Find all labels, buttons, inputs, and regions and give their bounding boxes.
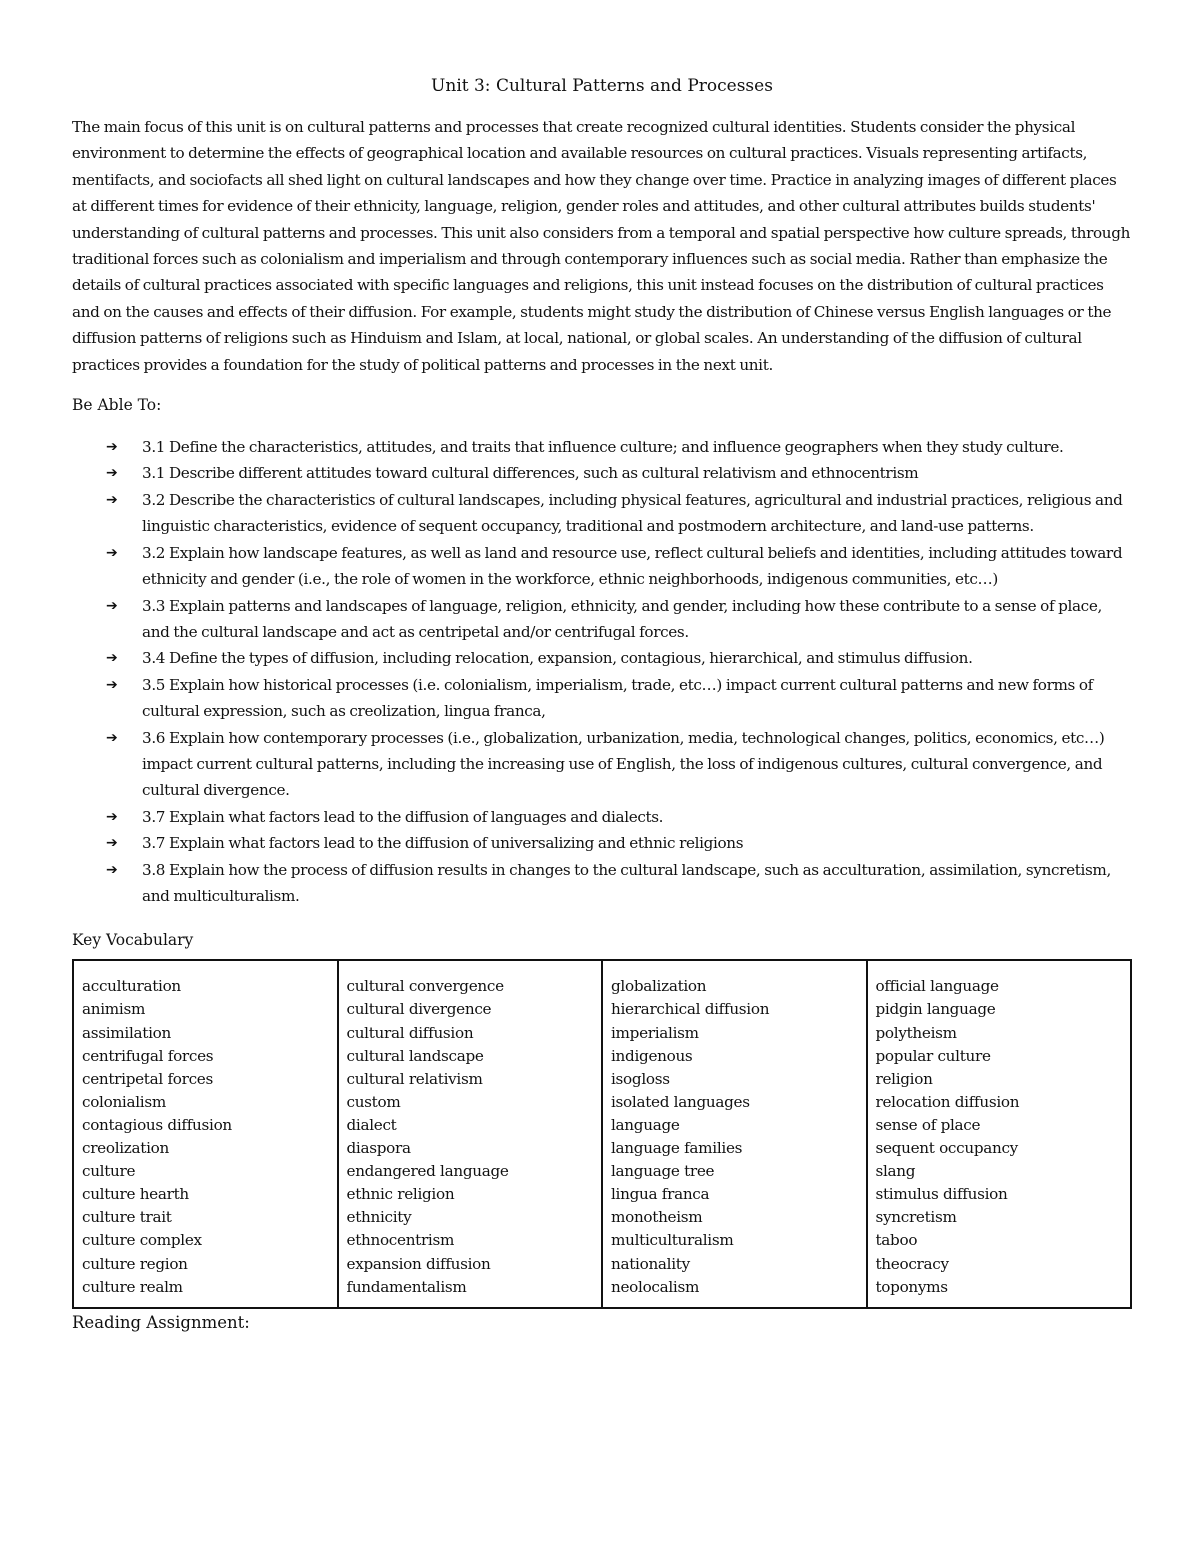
vocabulary-term: sense of place — [875, 1115, 981, 1134]
objective-text: 3.7 Explain what factors lead to the diffusion of languages and dialects. — [142, 807, 664, 826]
vocabulary-term: hierarchical diffusion — [611, 1000, 770, 1019]
objective-item — [72, 830, 1132, 856]
vocabulary-column-2 — [338, 960, 603, 1307]
vocabulary-term: imperialism — [611, 1023, 699, 1042]
reading-assignment-heading: Reading Assignment: — [72, 1312, 250, 1332]
vocabulary-term: dialect — [346, 1115, 397, 1134]
vocabulary-term: ethnicity — [346, 1208, 412, 1227]
vocabulary-term: lingua franca — [611, 1185, 710, 1204]
vocabulary-term: assimilation — [82, 1023, 171, 1042]
vocabulary-term: ethnocentrism — [346, 1231, 455, 1250]
right-arrow-icon: ➔ — [106, 729, 118, 746]
vocabulary-column-1 — [73, 960, 338, 1307]
be-able-to-heading: Be Able To: — [72, 396, 162, 415]
right-arrow-icon: ➔ — [106, 808, 118, 825]
objective-text: 3.6 Explain how contemporary processes (i.e., globalization, urbanization, media, technological changes, politics, economics, etc…) impact current cultural patterns, including the increasing use of English, the loss of indigenous cultures, cultural convergence, and cultural divergence. — [142, 728, 1105, 800]
vocabulary-term: culture complex — [82, 1231, 202, 1250]
objective-text: 3.8 Explain how the process of diffusion results in changes to the cultural landscape, such as acculturation, assimilation, syncretism, and multiculturalism. — [142, 860, 1111, 905]
key-vocabulary-heading: Key Vocabulary — [72, 931, 194, 950]
vocabulary-term: animism — [82, 1000, 146, 1019]
objectives-list — [72, 434, 1132, 909]
objective-text: 3.1 Define the characteristics, attitudes, and traits that influence culture; and influence geographers when they study culture. — [142, 438, 1064, 457]
objective-text: 3.3 Explain patterns and landscapes of language, religion, ethnicity, and gender, including how these contribute to a sense of place, and the cultural landscape and act as centripetal and/or centrifugal forces. — [142, 596, 1102, 641]
objective-text: 3.4 Define the types of diffusion, including relocation, expansion, contagious, hierarchical, and stimulus diffusion. — [142, 649, 973, 668]
vocabulary-term: official language — [875, 977, 999, 996]
vocabulary-term: polytheism — [875, 1023, 957, 1042]
right-arrow-icon: ➔ — [106, 597, 118, 614]
vocabulary-term: religion — [875, 1069, 933, 1088]
vocabulary-column-4 — [867, 960, 1132, 1307]
vocabulary-term: contagious diffusion — [82, 1115, 232, 1134]
vocabulary-term: neolocalism — [611, 1277, 700, 1296]
vocabulary-term: creolization — [82, 1139, 169, 1158]
right-arrow-icon: ➔ — [106, 650, 118, 667]
vocabulary-term: fundamentalism — [346, 1277, 467, 1296]
right-arrow-icon: ➔ — [106, 835, 118, 852]
vocabulary-column-3 — [602, 960, 867, 1307]
vocabulary-row — [73, 960, 1131, 1307]
vocabulary-term: endangered language — [346, 1162, 509, 1181]
vocabulary-term: ethnic religion — [346, 1185, 455, 1204]
objective-text: 3.2 Describe the characteristics of cultural landscapes, including physical features, agricultural and industrial practices, religious and linguistic characteristics, evidence of sequent occupancy, traditional and postmodern architecture, and land-use patterns. — [142, 490, 1123, 536]
vocabulary-term: relocation diffusion — [875, 1092, 1020, 1111]
objective-item — [72, 540, 1132, 593]
vocabulary-term: isogloss — [611, 1069, 670, 1088]
objective-item — [72, 487, 1132, 540]
vocabulary-term: multiculturalism — [611, 1231, 734, 1250]
vocabulary-term: nationality — [611, 1254, 690, 1273]
objective-item — [72, 672, 1132, 725]
objective-text: 3.1 Describe different attitudes toward cultural differences, such as cultural relativism and ethnocentrism — [142, 464, 919, 483]
vocabulary-term: theocracy — [875, 1254, 949, 1273]
right-arrow-icon: ➔ — [106, 465, 118, 482]
vocabulary-term: isolated languages — [611, 1092, 750, 1111]
vocabulary-term: popular culture — [875, 1046, 991, 1065]
vocabulary-term: expansion diffusion — [346, 1254, 491, 1273]
vocabulary-term: culture — [82, 1162, 136, 1181]
vocabulary-term: globalization — [611, 977, 707, 996]
vocabulary-term: slang — [875, 1162, 916, 1181]
objective-item — [72, 857, 1132, 910]
vocabulary-term: centrifugal forces — [82, 1046, 214, 1065]
objective-item — [72, 725, 1132, 804]
vocabulary-term: culture hearth — [82, 1185, 189, 1204]
objective-text: 3.2 Explain how landscape features, as well as land and resource use, reflect cultural beliefs and identities, including attitudes toward ethnicity and gender (i.e., the role of women in the workforce, ethnic neighborhoods, indigenous communities, etc…) — [142, 543, 1123, 589]
right-arrow-icon: ➔ — [106, 861, 118, 878]
vocabulary-term: language — [611, 1115, 680, 1134]
vocabulary-term: pidgin language — [875, 1000, 996, 1019]
page-title: Unit 3: Cultural Patterns and Processes — [431, 76, 773, 96]
right-arrow-icon: ➔ — [106, 491, 118, 508]
vocabulary-term: language families — [611, 1139, 743, 1158]
objective-item — [72, 645, 1132, 671]
objective-item — [72, 804, 1132, 830]
vocabulary-term: monotheism — [611, 1208, 703, 1227]
document-page — [72, 74, 1132, 1335]
vocabulary-term: stimulus diffusion — [875, 1185, 1008, 1204]
vocabulary-term: indigenous — [611, 1046, 693, 1065]
right-arrow-icon: ➔ — [106, 439, 118, 456]
intro-paragraph: The main focus of this unit is on cultural patterns and processes that create recognized cultural identities. Students consider the physical environment to determine the effects of geographical location and available resources on cultural practices. Visuals representing artifacts, mentifacts, and sociofacts all shed light on cultural landscapes and how they change over time. Practice in analyzing images of different places at different times for evidence of their ethnicity, language, religion, gender roles and attitudes, and other cultural attributes builds students' understanding of cultural patterns and processes. This unit also considers from a temporal and spatial perspective how culture spreads, through traditional forces such as colonialism and imperialism and through contemporary influences such as social media. Rather than emphasize the details of cultural practices associated with specific languages and religions, this unit instead focuses on the distribution of cultural practices and on the causes and effects of their diffusion. For example, students might study the distribution of Chinese versus English languages or the diffusion patterns of religions such as Hinduism and Islam, at local, national, or global scales. An understanding of the diffusion of cultural practices provides a foundation for the study of political patterns and processes in the next unit. — [72, 118, 1131, 374]
objective-item — [72, 593, 1132, 646]
vocabulary-term: taboo — [875, 1231, 918, 1250]
vocabulary-term: cultural landscape — [346, 1046, 484, 1065]
objective-item — [72, 460, 1132, 486]
right-arrow-icon: ➔ — [106, 676, 118, 693]
vocabulary-term: toponyms — [875, 1277, 948, 1296]
right-arrow-icon: ➔ — [106, 544, 118, 561]
vocabulary-term: syncretism — [875, 1208, 957, 1227]
vocabulary-term: cultural diffusion — [346, 1023, 474, 1042]
vocabulary-term: language tree — [611, 1162, 715, 1181]
vocabulary-term: cultural relativism — [346, 1069, 483, 1088]
vocabulary-term: culture region — [82, 1254, 188, 1273]
vocabulary-term: acculturation — [82, 977, 181, 996]
vocabulary-term: diaspora — [346, 1139, 411, 1158]
objective-text: 3.7 Explain what factors lead to the diffusion of universalizing and ethnic religions — [142, 834, 744, 853]
vocabulary-term: cultural divergence — [346, 1000, 492, 1019]
vocabulary-term: cultural convergence — [346, 977, 504, 996]
vocabulary-term: culture realm — [82, 1277, 183, 1296]
vocabulary-term: sequent occupancy — [875, 1139, 1018, 1158]
vocabulary-term: culture trait — [82, 1208, 172, 1227]
objective-item — [72, 434, 1132, 460]
vocabulary-term: colonialism — [82, 1092, 166, 1111]
objective-text: 3.5 Explain how historical processes (i.e. colonialism, imperialism, trade, etc…) impact current cultural patterns and new forms of cultural expression, such as creolization, lingua franca, — [142, 675, 1093, 721]
vocabulary-term: centripetal forces — [82, 1069, 213, 1088]
vocabulary-table — [72, 959, 1132, 1308]
vocabulary-term: custom — [346, 1092, 401, 1111]
